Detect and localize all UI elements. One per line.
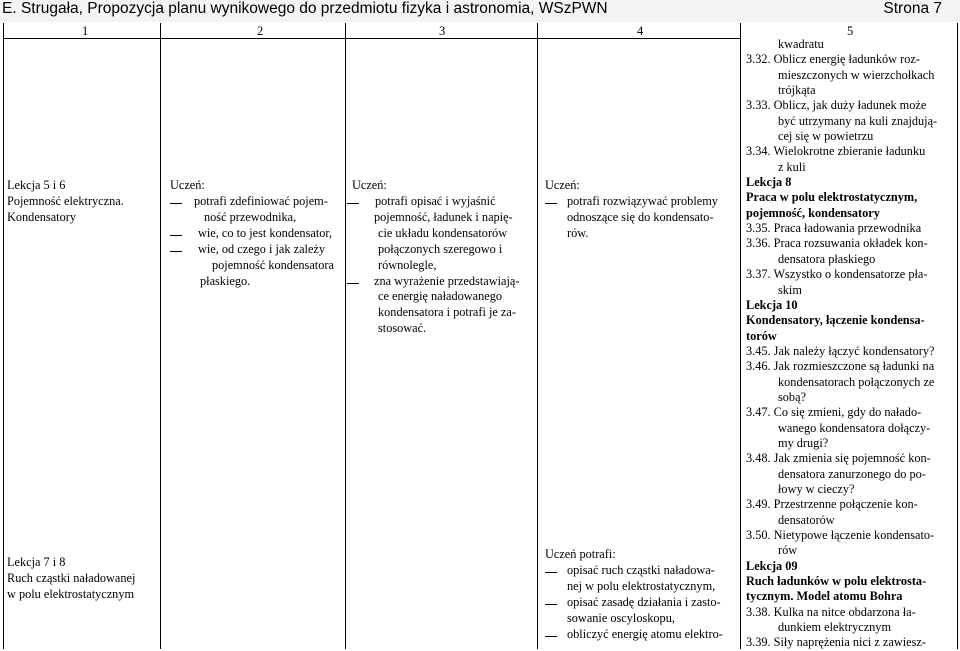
exercise-line: 3.39. Siły naprężenia nici z zawiesz- [746,635,926,650]
table-border-right [957,23,958,649]
lesson-heading: Lekcja 8 [746,175,792,190]
lesson-topic: Praca w polu elektrostatycznym, [746,190,918,205]
outcome-line: potrafi zdefiniować pojem- [194,194,328,208]
exercise-line: mieszczonych w wierzchołkach [778,67,935,82]
exercise-line: wanego kondensatora dołączy- [778,420,931,435]
exercise-line: kondensatorach połączonych ze [778,374,935,389]
lesson-topic: Kondensatory, łączenie kondensa- [746,313,925,328]
bullet-dash [170,251,182,252]
exercise-line: dunkiem elektrycznym [778,620,892,635]
col4-outcomes [567,194,718,242]
exercise-line: skim [778,282,802,297]
exercise-line: 3.33. Oblicz, jak duży ładunek może [746,98,927,113]
col3-outcomes [374,194,519,337]
column-number: 5 [847,24,854,38]
bullet-dash [347,203,359,204]
outcome-line: zna wyrażenie przedstawiają- [374,273,520,288]
bullet-dash [347,283,359,284]
outcome-line: ce energię naładowanego [378,289,503,304]
outcome-line: wie, co to jest kondensator, [198,225,333,240]
bullet-dash [545,604,557,605]
col2-heading: Uczeń: [170,178,205,192]
exercise-line: z kuli [778,159,806,174]
column-divider [160,23,161,649]
exercise-line: 3.37. Wszystko o kondensatorze pła- [746,267,928,282]
outcome-line: płaskiego. [200,273,251,288]
outcome-line: połączonych szeregowo i [378,241,503,256]
outcome-line: pojemność, ładunek i napię- [374,209,513,224]
col4-heading: Uczeń potrafi: [545,547,616,561]
document-title: E. Strugała, Propozycja planu wynikowego do przedmiotu fizyka i astronomia, WSzPWN [2,0,608,17]
outcome-line: obliczyć energię atomu elektro- [567,626,723,641]
exercise-line: 3.50. Nietypowe łączenie kondensato- [746,528,935,542]
outcome-line: nej w polu elektrostatycznym, [567,578,716,593]
exercise-line: my drugi? [778,435,829,450]
table-border-left [3,23,4,649]
bullet-dash [545,636,557,637]
lesson-5-6 [7,178,124,226]
exercise-line: 3.46. Jak rozmieszczone są ładunki na [746,359,935,374]
outcome-line: równolegle, [378,257,437,272]
bullet-dash [545,203,557,204]
outcome-line: pojemność kondensatora [212,257,334,272]
outcome-line: odnoszące się do kondensato- [567,209,714,224]
column-divider [740,23,741,649]
lesson-topic: Pojemność elektryczna. [7,193,124,208]
lesson-topic: Ruch cząstki naładowanej [7,570,136,585]
bullet-dash [170,203,182,204]
exercise-line: 3.49. Przestrzenne połączenie kon- [746,497,918,512]
outcome-line: sowanie oscyloskopu, [567,610,675,625]
outcome-line: potrafi rozwiązywać problemy [567,194,718,208]
exercise-line: być utrzymany na kuli znajdują- [778,113,938,128]
exercise-line: 3.32. Oblicz energię ładunków roz- [746,52,920,67]
bullet-dash [545,572,557,573]
exercise-line: trójkąta [778,83,816,98]
column-divider [537,23,538,649]
lesson-7-8 [7,555,135,603]
col3-heading: Uczeń: [352,178,387,192]
exercise-line: cej się w powietrzu [778,129,874,144]
exercise-line: łowy w cieczy? [778,481,855,496]
page-number: Strona 7 [883,0,942,17]
column-number: 4 [637,24,644,38]
col2-outcomes [186,194,334,289]
page-header [0,0,960,22]
lesson-heading: Lekcja 09 [746,558,798,573]
lesson-title: Lekcja 7 i 8 [7,555,66,569]
col5-exercises [746,37,937,651]
col4-heading: Uczeń: [545,178,580,192]
exercise-line: 3.35. Praca ładowania przewodnika [746,221,922,236]
outcome-line: cie układu kondensatorów [378,225,508,240]
exercise-line: kwadratu [778,37,824,51]
outcome-line: stosować. [378,321,427,336]
column-number: 1 [82,24,89,38]
exercise-line: rów [778,543,798,558]
exercise-line: 3.45. Jak należy łączyć kondensatory? [746,343,935,358]
lesson-topic: torów [746,328,777,343]
outcome-line: opisać zasadę działania i zasto- [567,594,721,609]
column-divider [345,23,346,649]
outcome-line: rów. [567,225,589,240]
header-row-border [3,38,740,39]
column-number: 3 [439,24,446,38]
exercise-line: densatorów [778,512,835,527]
col4-outcomes [567,563,723,643]
lesson-title: Lekcja 5 i 6 [7,178,66,192]
outcome-line: kondensatora i potrafi je za- [378,305,516,320]
outcome-line: potrafi opisać i wyjaśnić [375,194,496,208]
column-number: 2 [257,24,264,38]
lesson-topic: Ruch ładunków w polu elektrosta- [746,574,927,589]
exercise-line: densatora zanurzonego do po- [778,466,926,481]
exercise-line: densatora płaskiego [778,251,876,266]
exercise-line: 3.36. Praca rozsuwania okładek kon- [746,236,928,251]
exercise-line: 3.38. Kulka na nitce obdarzona ła- [746,604,916,619]
outcome-line: wie, od czego i jak zależy [198,241,326,256]
outcome-line: opisać ruch cząstki naładowa- [567,563,715,577]
exercise-line: sobą? [778,389,806,404]
bullet-dash [170,235,182,236]
lesson-topic: tycznym. Model atomu Bohra [746,589,903,604]
exercise-line: 3.48. Jak zmienia się pojemność kon- [746,451,931,466]
lesson-topic: Kondensatory [7,209,76,224]
lesson-heading: Lekcja 10 [746,297,798,312]
outcome-line: ność przewodnika, [204,209,297,224]
lesson-topic: w polu elektrostatycznym [7,586,135,601]
lesson-topic: pojemność, kondensatory [746,205,880,220]
exercise-line: 3.34. Wielokrotne zbieranie ładunku [746,144,926,159]
exercise-line: 3.47. Co się zmieni, gdy do nałado- [746,405,922,420]
